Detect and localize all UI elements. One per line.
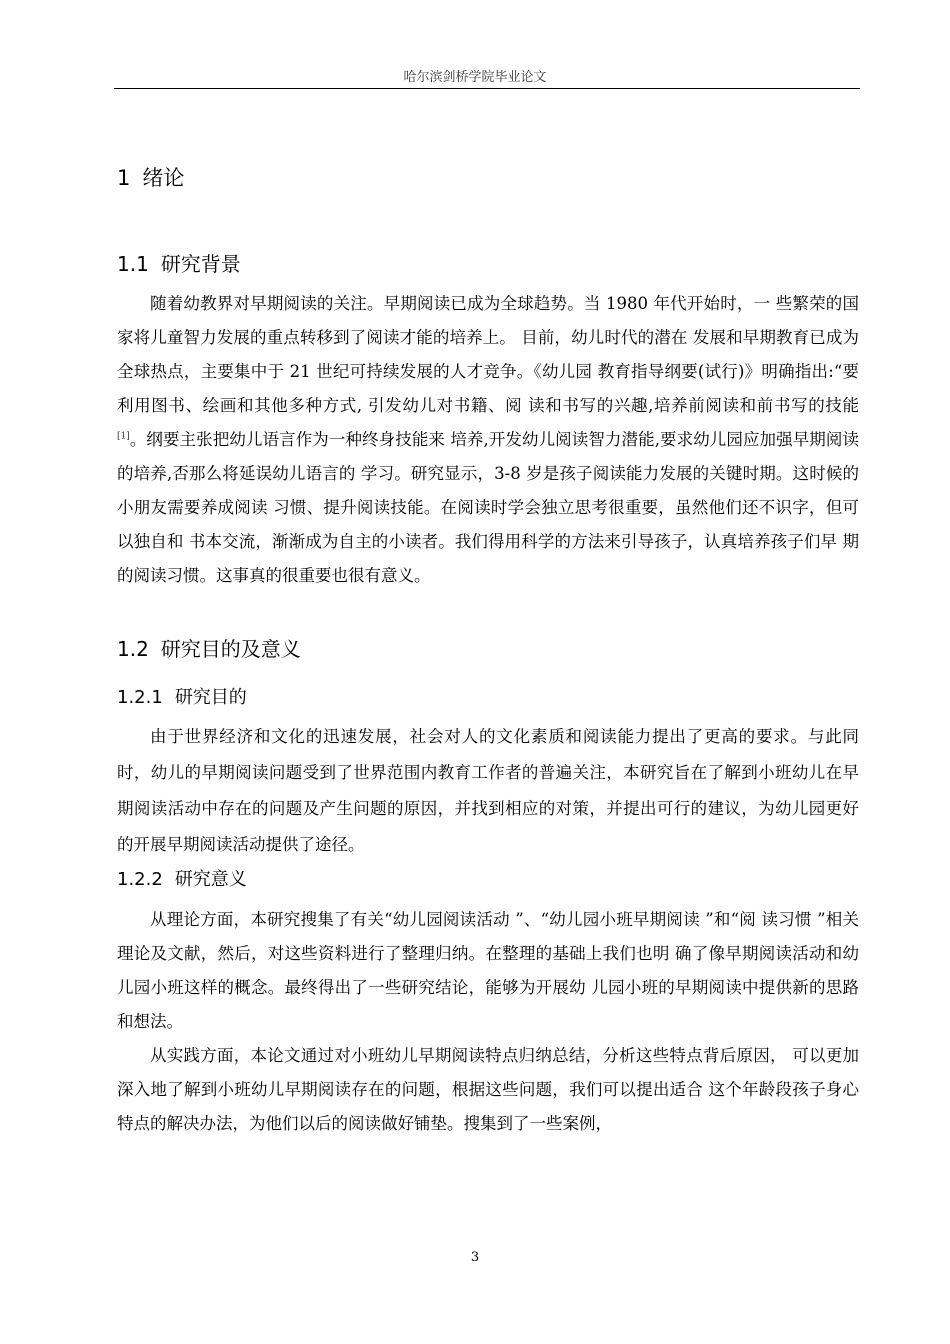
- section-title: 研究目的及意义: [160, 637, 301, 661]
- subsection-number: 1.2.2: [117, 869, 163, 890]
- header-title: 哈尔滨剑桥学院毕业论文: [403, 70, 547, 85]
- chapter-heading: [117, 162, 184, 192]
- section-heading-background: [117, 248, 241, 277]
- goal-paragraph: 由于世界经济和文化的迅速发展，社会对人的文化素质和阅读能力提出了更高的要求。与此同时，幼儿的早期阅读问题受到了世界范围内教育工作者的普遍关注，本研究旨在了解到小班幼儿在早期阅读活动中存在的问题及产生问题的原因，并找到相应的对策，并提出可行的建议，为幼儿园更好的开展早期阅读活动提供了途径。: [117, 727, 859, 854]
- header-divider: [114, 88, 860, 89]
- page-number: 3: [470, 1250, 480, 1265]
- chapter-number: 1: [117, 166, 131, 190]
- subsection-number: 1.2.1: [117, 687, 163, 708]
- subsection-title: 研究意义: [174, 869, 247, 890]
- subsection-title: 研究目的: [174, 687, 247, 708]
- paragraph-text: 随着幼教界对早期阅读的关注。早期阅读已成为全球趋势。当 1980 年代开始时，一 些繁荣的国家将儿童智力发展的重点转移到了阅读才能的培养上。 目前，幼儿时代的潜在 发展和早期教育已成为全球热点，主要集中于 21 世纪可持续发展的人才竞争。《幼儿园 教育指导纲要(试行)》明确指出:“要利用图书、绘画和其他多种方式, 引发幼儿对书籍、阅 读和书写的兴趣,培养前阅读和前书写的技能: [117, 294, 859, 415]
- significance-theory-paragraph: 从理论方面，本研究搜集了有关“幼儿园阅读活动 ”、“幼儿园小班早期阅读 ”和“阅 读习惯 ”相关理论及文献，然后，对这些资料进行了整理归纳。在整理的基础上我们也明 确了像早期阅读活动和幼儿园小班这样的概念。最终得出了一些研究结论，能够为开展幼 儿园小班的早期阅读中提供新的思路和想法。: [117, 910, 859, 1031]
- paragraph-text: 。纲要主张把幼儿语言作为一种终身技能来 培养,开发幼儿阅读智力潜能,要求幼儿园应加强早期阅读的培养,否那么将延误幼儿语言的 学习。研究显示，3-8 岁是孩子阅读能力发展的关键时期。这时候的小朋友需要养成阅读 习惯、提升阅读技能。在阅读时学会独立思考很重要，虽然他们还不识字，但可以独自和 书本交流，渐渐成为自主的小读者。我们得用科学的方法来引导孩子，认真培养孩子们早 期的阅读习惯。这事真的很重要也很有意义。: [117, 430, 859, 585]
- section-heading-purpose: [117, 633, 301, 662]
- section-title: 研究背景: [160, 252, 241, 276]
- section-number: 1.2: [117, 637, 149, 661]
- significance-practice-paragraph: 从实践方面，本论文通过对小班幼儿早期阅读特点归纳总结，分析这些特点背后原因， 可以更加深入地了解到小班幼儿早期阅读存在的问题，根据这些问题，我们可以提出适合 这个年龄段孩子身心特点的解决办法，为他们以后的阅读做好铺垫。搜集到了一些案例，: [117, 1046, 859, 1133]
- subsection-heading-goal: [117, 683, 247, 709]
- subsection-heading-significance: [117, 865, 247, 891]
- citation-marker: [1]: [117, 431, 130, 442]
- chapter-title: 绪论: [142, 166, 185, 190]
- background-paragraph: [117, 287, 859, 593]
- section-number: 1.1: [117, 252, 149, 276]
